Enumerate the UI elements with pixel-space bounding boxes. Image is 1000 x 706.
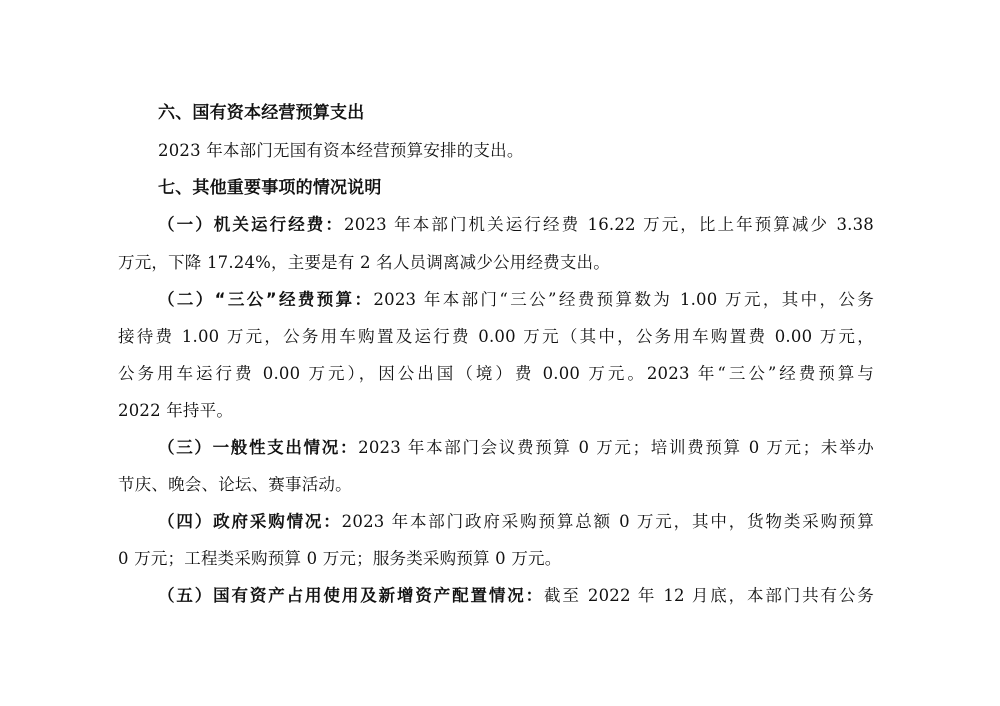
item-4-text-1: 2023 年本部门政府采购预算总额 0 万元，其中，货物类采购预算: [341, 512, 874, 531]
item-4-line-1: [158, 512, 874, 532]
item-5-line-1: [158, 586, 874, 606]
item-3-line-1: [158, 438, 874, 458]
item-5-lead: （五）国有资产占用使用及新增资产配置情况：: [158, 586, 545, 605]
section-heading-7: 七、其他重要事项的情况说明: [158, 178, 382, 198]
item-4-line-2: 0 万元；工程类采购预算 0 万元；服务类采购预算 0 万元。: [118, 549, 562, 568]
item-1-line-2: 万元，下降 17.24%，主要是有 2 名人员调离减少公用经费支出。: [118, 253, 610, 272]
section-heading-6: 六、国有资本经营预算支出: [158, 103, 365, 123]
item-3-text-1: 2023 年本部门会议费预算 0 万元；培训费预算 0 万元；未举办: [358, 438, 874, 457]
item-2-line-2: 接待费 1.00 万元，公务用车购置及运行费 0.00 万元（其中，公务用车购置费 0.00 万元，: [118, 327, 874, 346]
item-4-lead: （四）政府采购情况：: [158, 512, 342, 531]
item-2-line-1: [158, 290, 874, 310]
item-1-text-1: 2023 年本部门机关运行经费 16.22 万元，比上年预算减少 3.38: [344, 215, 874, 234]
item-3-line-2: 节庆、晚会、论坛、赛事活动。: [118, 475, 352, 494]
item-5-text-1: 截至 2022 年 12 月底，本部门共有公务: [544, 586, 874, 605]
item-2-lead: （二）“三公”经费预算：: [158, 290, 374, 309]
section-6-paragraph: 2023 年本部门无国有资本经营预算安排的支出。: [158, 141, 524, 160]
item-2-line-3: 公务用车运行费 0.00 万元），因公出国（境）费 0.00 万元。2023 年“三公”经费预算与: [118, 364, 874, 383]
item-1-line-1: [158, 215, 874, 235]
item-2-text-1: 2023 年本部门“三公”经费预算数为 1.00 万元，其中，公务: [373, 290, 875, 309]
item-1-lead: （一）机关运行经费：: [158, 215, 345, 234]
item-3-lead: （三）一般性支出情况：: [158, 438, 359, 457]
item-2-line-4: 2022 年持平。: [118, 401, 234, 420]
